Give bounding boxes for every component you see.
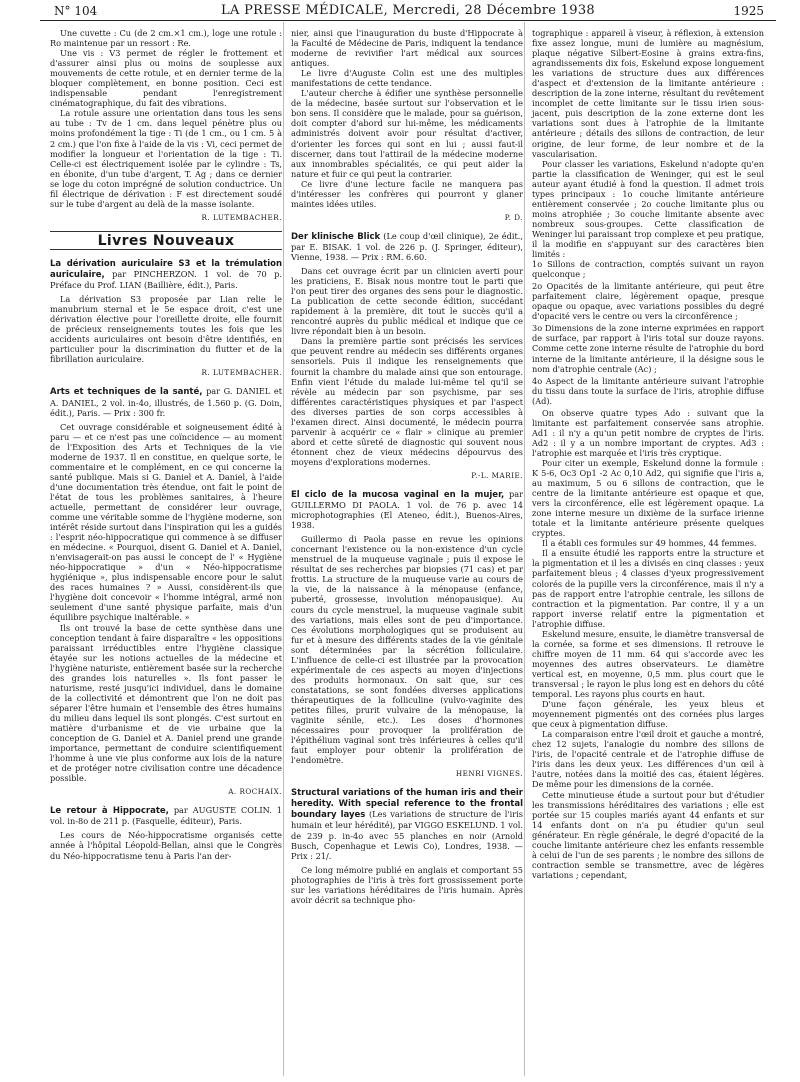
column-rule <box>524 22 525 1076</box>
book-entry <box>291 489 523 530</box>
column-1 <box>50 28 282 861</box>
book-entry <box>291 231 523 262</box>
book-reference: par PINCHERZON. 1 vol. de 70 p. Préface du Prof. LIAN (Baillière, édit.), Paris. <box>50 268 282 291</box>
paragraph: Ce livre d'une lecture facile ne manquera pas d'intéresser les confrères qui pourront y glaner maintes idées utiles. <box>291 178 523 209</box>
review-text: Ce long mémoire publié en anglais et comportant 55 photographies de l'iris à très fort grossissement porte sur les variations héréditaires de l'iris humain. Après avoir décrit sa technique pho- <box>291 864 523 905</box>
book-reference: (Les variations de structure de l'iris humain et leur hérédité), par VIGGO ESKELUND. 1 vol. de 239 p. in-4o avec 55 planches en noir (Arnold Busch, Copenhague et Lewis Co), Londres, 1938. — Prix : 21/. <box>291 809 524 861</box>
review-text: La dérivation S3 proposée par Lian relie le manubrium sternal et le 5e espace droit, c'est une dérivation élective pour l'oreillette droite, elle fournit de précieux renseignements toutes les fois que les accidents auriculaires ont besoin d'être identifiés, en particulier pour la discrimination du flutter et de la fibrillation auriculaire. <box>50 294 282 365</box>
paragraph: L'auteur cherche à édifier une synthèse personnelle de la médecine, basée surtout sur l'observation et le bon sens. Il considère que le malade, pour sa guérison, doit compter d'abord sur lui-même, les médicaments administrés doivent avoir pour résultat d'activer, d'orienter les forces qui sont en lui ; aussi faut-il discerner, dans tout l'attirail de la médecine moderne aux innombrables spécialités, ce qui peut aider la nature et fuir ce qui peut la contrarier. <box>291 88 523 179</box>
paragraph: Une cuvette : Cu (de 2 cm.×1 cm.), loge une rotule : Ro maintenue par un ressort : Re. <box>50 28 282 49</box>
book-title: El ciclo de la mucosa vaginal en la mujer, <box>291 490 505 501</box>
signature: R. LUTEMBACHER. <box>201 212 282 222</box>
book-reference: (Le coup d'œil clinique), 2e édit., par E. BISAK. 1 vol. de 226 p. (J. Springer, éditeur), Vienne, 1938. — Prix : RM. 6.60. <box>291 230 523 262</box>
book-entry <box>50 805 282 826</box>
paragraph: tographique : appareil à viseur, à réflexion, à extension fixe assez longue, muni de lumière au magnésium, plaque négative Silbert-Eosine à grains extra-fins, agrandissements dix fois, Eskelund expose longuement les variations de structure dues aux différences d'aspect et d'extension de la limitante antérieure : description de la zone interne, résultant du revêtement incomplet de cette limitante sur le tissu irien sous-jacent, puis description de la zone externe dont les variations sont dues à l'atrophie de la limitante antérieure ; détails des sillons de contraction, de leur origine, de leur forme, de leur nombre et de la vascularisation. <box>532 28 764 159</box>
signature: R. LUTEMBACHER. <box>201 368 282 378</box>
book-reference: par GUILLERMO DI PAOLA. 1 vol. de 76 p. avec 14 microphotographies (El Ateneo, édit.), Buenos-Aires, 1938. <box>291 489 524 531</box>
list-item: 4o Aspect de la limitante antérieure suivant l'atrophie du tissu dans toute la surface de l'iris, atrophie diffuse (Ad). <box>532 375 764 406</box>
paragraph: Une vis : V3 permet de régler le frottement et d'assurer ainsi plus ou moins de souplesse aux mouvements de cette rotule, et en dernier terme de la bloquer complètement, en bonne position. Ceci est indispensable pendant l'enregistrement cinématographique, du fait des vibrations. <box>50 48 282 109</box>
list-item: 3o Dimensions de la zone interne exprimées en rapport de surface, par rapport à l'iris total sur douze rayons. Comme cette zone interne résulte de l'atrophie du bord interne de la limitante antérieure, il la désigne sous le nom d'atrophie centrale (Ac) ; <box>532 323 764 374</box>
review-text: Les cours de Néo-hippocratisme organisés cette année à l'hôpital Léopold-Bellan, ainsi que le Congrès du Néo-hippocratisme tenu à Paris l'an der- <box>50 830 282 861</box>
review-text: Dans cet ouvrage écrit par un clinicien averti pour les praticiens, E. Bisak nous montre tout le parti que l'on peut tirer des organes des sens pour le diagnostic. La publication de cette seconde édition, succédant rapidement à la première, dit tout le succès qu'il a rencontré auprès du public médical et indique que ce livre répondait bien à un besoin. <box>291 266 523 337</box>
paragraph: D'une façon générale, les yeux bleus et moyennement pigmentés ont des cornées plus larges que ceux à pigmentation diffuse. <box>532 699 764 730</box>
paragraph: Cette minutieuse étude a surtout pour but d'étudier les transmissions héréditaires des variations ; elle est portée sur 15 couples mariés ayant 44 enfants et sur 14 enfants dont on n'a pu étudier qu'un seul générateur. En règle générale, le degré d'opacité de la couche limitante antérieure chez les enfants ressemble à celui de l'un de ses parents ; le nombre des sillons de contraction semble se transmettre, avec de légères variations ; cependant, <box>532 789 764 880</box>
page-number: 1925 <box>733 4 764 18</box>
paragraph: Il a ensuite étudié les rapports entre la structure et la pigmentation et il les a divisés en cinq classes : yeux parfaitement bleus ; 4 classes d'yeux progressivement colorés de la pupille vers la circonférence, mais il n'y a pas de rapport entre l'atrophie centrale, les sillons de contraction et la pigmentation. Par contre, il y a un rapport inverse relatif entre la pigmentation et l'atrophie diffuse. <box>532 548 764 629</box>
book-reference: par AUGUSTE COLIN. 1 vol. in-8o de 211 p. (Fasquelle, éditeur), Paris. <box>50 805 282 827</box>
signature: HENRI VIGNES. <box>455 769 523 779</box>
book-entry <box>291 787 523 860</box>
paragraph: Le livre d'Auguste Colin est une des multiples manifestations de cette tendance. <box>291 68 523 89</box>
book-reference: par G. DANIEL et A. DANIEL, 2 vol. in-4o, illustrés, de 1.560 p. (G. Doin, édit.), Paris. — Prix : 300 fr. <box>50 386 283 418</box>
paragraph: nier, ainsi que l'inauguration du buste d'Hippocrate à la Faculté de Médecine de Paris, indiquent la tendance moderne de revivifier l'art médical aux sources antiques. <box>291 28 523 69</box>
criteria-list <box>532 259 764 406</box>
list-item: 2o Opacités de la limitante antérieure, qui peut être parfaitement claire, légèrement opaque, presque opaque ou opaque, avec variations possibles du degré d'opacité vers le centre ou vers la circonférence ; <box>532 281 764 322</box>
review-text: Ils ont trouvé la base de cette synthèse dans une conception tendant à faire disparaître « les oppositions paraissant irréductibles entre l'hygiène classique étayée sur les notions actuelles de la médecine et l'hygiène naturiste, entièrement basée sur la recherche des grandes lois naturelles ». Ils font passer le naturisme, resté jusqu'ici individuel, dans le domaine de la collectivité et démontrent que l'on ne doit pas séparer l'être humain et l'ensemble des êtres humains du milieu dans lequel ils sont plongés. C'est surtout en matière d'urbanisme et de vie urbaine que la conception de G. Daniel et A. Daniel prend une grande importance, permettant de conduire scientifiquement l'homme à une vie plus conforme aux lois de la nature et de protéger notre civilisation contre une décadence possible. <box>50 622 282 784</box>
column-2 <box>291 28 523 905</box>
paragraph: Pour citer un exemple, Eskelund donne la formule : K 5-6, Oc3 Op1 -2 Ac 0,10 Ad2, qui signifie que l'iris a, au maximum, 5 ou 6 sillons de contraction, que le centre de la limitante antérieure est opaque et que, vers la circonférence, elle est légèrement opaque. La zone interne mesure un dixième de la surface irienne totale et la limitante antérieure présente quelques cryptes. <box>532 457 764 539</box>
section-title: Livres Nouveaux <box>50 231 282 250</box>
column-3 <box>532 28 764 880</box>
column-rule <box>283 22 284 1076</box>
book-entry <box>50 386 282 417</box>
signature: P. D. <box>504 212 523 222</box>
list-item: 1o Sillons de contraction, comptés suivant un rayon quelconque ; <box>532 259 764 280</box>
book-title: Der klinische Blick <box>291 231 381 242</box>
paragraph: On observe quatre types Ado : suivant que la limitante est parfaitement conservée sans atrophie. Ad1 : il n'y a qu'un petit nombre de cryptes de l'iris. Ad2 : il y a un nombre important de cryptes. Ad3 : l'atrophie est marquée et l'iris très cryptique. <box>532 407 764 458</box>
page-header <box>40 0 776 21</box>
book-entry <box>50 258 282 290</box>
book-title: La dérivation auriculaire S3 et la trémulation auriculaire, <box>50 258 282 280</box>
book-title: Structural variations of the human iris and their heredity. With special reference to the frontal boundary layes <box>291 788 523 821</box>
book-title: Arts et techniques de la santé, <box>50 387 203 398</box>
paragraph: La comparaison entre l'œil droit et gauche a montré, chez 12 sujets, l'analogie du nombre des sillons de l'iris, de l'opacité centrale et de l'atrophie diffuse de l'iris dans les deux yeux. Les différences d'un œil à l'autre, notées dans la moitié des cas, étaient légères. De même pour les dimensions de la cornée. <box>532 729 764 790</box>
review-text: Guillermo di Paola passe en revue les opinions concernant l'existence ou la non-existence d'un cycle menstruel de la muqueuse vaginale ; puis il expose le résultat de ses recherches par biopsies (71 cas) et par frottis. La structure de la muqueuse varie au cours de la vie, de la naissance à la ménopause (enfance, puberté, grossesse, involution ménopausique). Au cours du cycle menstruel, la muqueuse vaginale subit des variations, mais elles sont de peu d'importance. Ces évolutions morphologiques qui se produisent au fur et à mesure des différents stades de la vie génitale sont déterminées par la sécrétion folliculaire. L'influence de celle-ci est illustrée par la provocation expérimentale de ces aspects au moyen d'injections des produits hormonaux. On sait que, sur ces constatations, se sont fondées diverses applications thérapeutiques de la folliculine (vulvo-vaginite des petites filles, prurit vulvaire de la ménopause, la vaginite sénile, etc.). Les doses d'hormones nécessaires pour provoquer la prolifération de l'épithélium vaginal sont très inférieures à celles qu'il faut employer pour obtenir la prolifération de l'endomètre. <box>291 534 523 766</box>
issue-number: N° 104 <box>54 4 98 18</box>
paragraph: Pour classer les variations, Eskelund n'adopte qu'en partie la classification de Weninger, qui est le seul auteur ayant étudié à fond la question. Il admet trois types principaux : 1o couche limitante antérieure entièrement conservée ; 2o couche limitante plus ou moins atrophiée ; 3o couche limitante absente avec nombreux sous-groupes. Cette classification de Weninger lui paraissant trop complexe et peu pratique, il la modifie en s'appuyant sur des caractères bien limités : <box>532 158 764 260</box>
paragraph: Il a établi ces formules sur 49 hommes, 44 femmes. <box>542 538 757 549</box>
review-text: Cet ouvrage considérable et soigneusement édité à paru — et ce n'est pas une coïncidence — au moment de l'Exposition des Arts et Techniques de la vie moderne de 1937. Il en constitue, en quelque sorte, le commentaire et le complément, en ce qui concerne la santé publique. Mais si G. Daniel et A. Daniel, à l'aide d'une documentation très étendue, ont fait le point de l'état de tous les problèmes sanitaires, à l'heure actuelle, permettant de considérer leur ouvrage, comme une véritable somme de l'hygiène moderne, son intérêt réside surtout dans l'inspiration qui les a guidés : l'esprit néo-hippocratique qui commence à se diffuser en médecine. « Pourquoi, disent G. Daniel et A. Daniel, n'envisagerait-on pas aussi le concept de l' « Hygiène néo-hippocratique » d'un « Néo-hippocratisme hygiénique », plus indispensable encore pour le salut des races humaines ? » Aussi, considèrent-ils que l'hygiène doit concevoir « l'homme intégral, armé non seulement d'une santé physique parfaite, mais d'un équilibre psychique inaltérable. » <box>50 421 282 623</box>
journal-title: LA PRESSE MÉDICALE, Mercredi, 28 Décembre 1938 <box>221 3 595 18</box>
paragraph: La rotule assure une orientation dans tous les sens au tube : Tv de 1 cm. dans lequel pénètre plus ou moins profondément la tige : Ti (de 1 cm., ou 1 cm. 5 à 2 cm.) que l'on fixe à l'aide de la vis : Vi, ceci permet de modifier la longueur et l'orientation de la tige : Ti. Celle-ci est électriquement isolée par le cylindre : Ts, en ébonite, d'un tube d'argent, T. Ag ; dans ce dernier se loge du coton imprégné de solution conductrice. Un fil électrique de dérivation : F est directement soudé sur le tube d'argent au delà de la masse isolante. <box>50 108 282 209</box>
paragraph: Eskelund mesure, ensuite, le diamètre transversal de la cornée, sa forme et ses dimensions. Il retrouve le chiffre moyen de 11 mm. 64 qui s'accorde avec les moyennes des autres observateurs. Le diamètre vertical est, en moyenne, 0,5 mm. plus court que le transversal ; le rayon le plus long est en dehors du côté temporal. Les rayons plus courts en haut. <box>532 628 764 700</box>
review-text: Dans la première partie sont précisés les services que peuvent rendre au médecin ses différents organes sensoriels. Puis il indique les renseignements que fournit la chambre du malade ainsi que son entourage. Enfin vient l'étude du malade lui-même tel qu'il se révèle au médecin par son psychisme, par ses différentes caractéristiques physiques et par l'aspect des diverses parties de son corps accessibles à l'examen direct. Ainsi documenté, le médecin pourra parvenir à acquérir ce « flair » clinique au premier abord et cette sûreté de diagnostic qui souvent nous étonnent chez de vieux médecins dépourvus des moyens d'explorations modernes. <box>291 336 523 467</box>
signature: A. ROCHAIX. <box>228 787 282 797</box>
signature: P.-L. MARIE. <box>471 470 523 480</box>
book-title: Le retour à Hippocrate, <box>50 806 169 817</box>
